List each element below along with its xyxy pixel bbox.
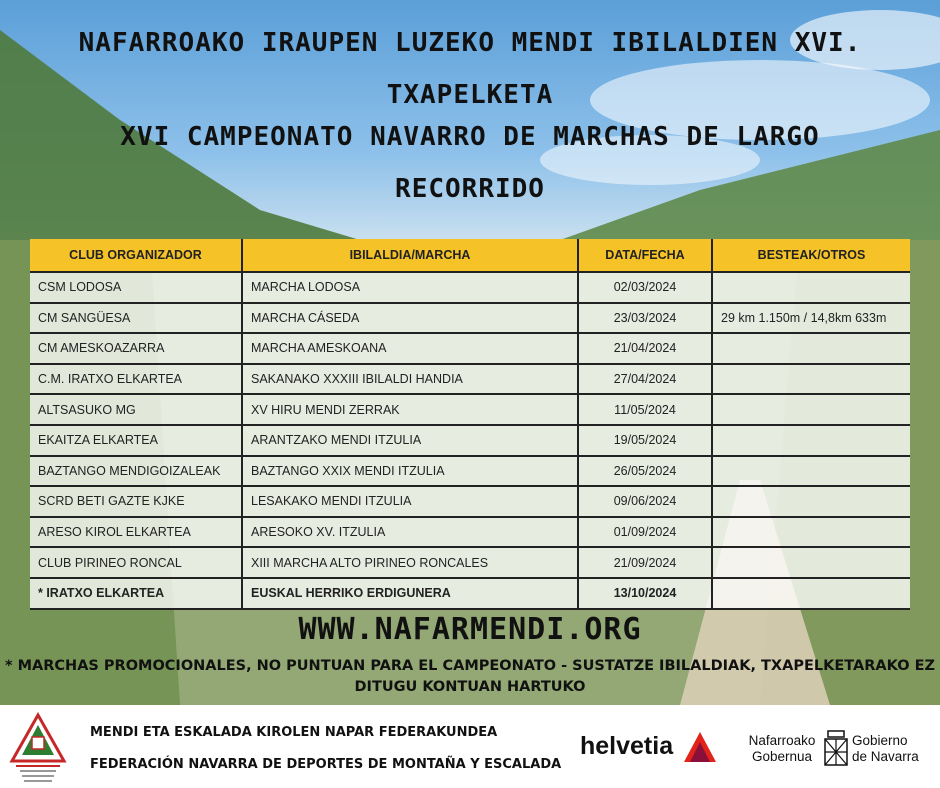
cell-marcha: ARANTZAKO MENDI ITZULIA: [242, 425, 578, 456]
cell-fecha: 21/04/2024: [578, 333, 712, 364]
gov-eu-line-1: Nafarroako: [748, 733, 816, 748]
cell-otros: [712, 547, 910, 578]
table-row: [30, 303, 910, 334]
helvetia-mark-icon: [684, 732, 716, 762]
cell-otros: [712, 272, 910, 303]
helvetia-wordmark: helvetia: [580, 732, 674, 760]
cell-otros: [712, 456, 910, 487]
cell-fecha: 19/05/2024: [578, 425, 712, 456]
cell-otros: 29 km 1.150m / 14,8km 633m: [712, 303, 910, 334]
schedule-table: [30, 239, 910, 610]
cell-club: * IRATXO ELKARTEA: [30, 578, 242, 609]
gov-name-eu: [742, 733, 822, 765]
title-line-1: NAFARROAKO IRAUPEN LUZEKO MENDI IBILALDIEN XVI.: [78, 28, 862, 58]
cell-club: CM SANGÜESA: [30, 303, 242, 334]
cell-marcha: XIII MARCHA ALTO PIRINEO RONCALES: [242, 547, 578, 578]
cell-marcha: MARCHA AMESKOANA: [242, 333, 578, 364]
cell-fecha: 27/04/2024: [578, 364, 712, 395]
header-otros: BESTEAK/OTROS: [712, 239, 910, 272]
website-url[interactable]: WWW.NAFARMENDI.ORG: [298, 612, 642, 647]
cell-fecha: 23/03/2024: [578, 303, 712, 334]
cell-otros: [712, 517, 910, 548]
cell-club: ARESO KIROL ELKARTEA: [30, 517, 242, 548]
cell-otros: [712, 394, 910, 425]
table-header-row: [30, 239, 910, 272]
cell-fecha: 21/09/2024: [578, 547, 712, 578]
navarra-coat-of-arms-icon: [822, 729, 850, 769]
cell-club: CM AMESKOAZARRA: [30, 333, 242, 364]
cell-otros: [712, 578, 910, 609]
promo-note: * MARCHAS PROMOCIONALES, NO PUNTUAN PARA EL CAMPEONATO - SUSTATZE IBILALDIAK, TXAPELKETARAKO EZ DITUGU KONTUAN HARTUKO: [4, 658, 936, 695]
cell-fecha: 26/05/2024: [578, 456, 712, 487]
table-row: [30, 578, 910, 609]
gov-es-line-1: Gobierno: [852, 733, 908, 748]
cell-fecha: 01/09/2024: [578, 517, 712, 548]
cell-otros: [712, 364, 910, 395]
cell-fecha: 13/10/2024: [578, 578, 712, 609]
cell-club: CLUB PIRINEO RONCAL: [30, 547, 242, 578]
cell-marcha: XV HIRU MENDI ZERRAK: [242, 394, 578, 425]
helvetia-logo: [580, 732, 716, 762]
table-row: [30, 547, 910, 578]
title-line-2: TXAPELKETA: [386, 80, 554, 110]
cell-fecha: 09/06/2024: [578, 486, 712, 517]
table-row: [30, 425, 910, 456]
cell-club: SCRD BETI GAZTE KJKE: [30, 486, 242, 517]
cell-club: BAZTANGO MENDIGOIZALEAK: [30, 456, 242, 487]
cell-club: ALTSASUKO MG: [30, 394, 242, 425]
table-row: [30, 364, 910, 395]
cell-club: C.M. IRATXO ELKARTEA: [30, 364, 242, 395]
cell-otros: [712, 425, 910, 456]
title-line-4: RECORRIDO: [395, 174, 545, 204]
table-row: [30, 486, 910, 517]
cell-otros: [712, 333, 910, 364]
cell-marcha: EUSKAL HERRIKO ERDIGUNERA: [242, 578, 578, 609]
gov-es-line-2: de Navarra: [852, 749, 919, 764]
cell-fecha: 11/05/2024: [578, 394, 712, 425]
federation-name-eu: MENDI ETA ESKALADA KIROLEN NAPAR FEDERAKUNDEA: [90, 725, 498, 740]
cell-club: CSM LODOSA: [30, 272, 242, 303]
cell-otros: [712, 486, 910, 517]
table-row: [30, 394, 910, 425]
title-line-3: XVI CAMPEONATO NAVARRO DE MARCHAS DE LARGO: [120, 122, 820, 152]
gov-name-es: [852, 733, 919, 765]
gobierno-navarra-logo: [742, 725, 932, 775]
cell-marcha: LESAKAKO MENDI ITZULIA: [242, 486, 578, 517]
cell-marcha: SAKANAKO XXXIII IBILALDI HANDIA: [242, 364, 578, 395]
table-row: [30, 333, 910, 364]
footer: [0, 705, 940, 788]
header-marcha: IBILALDIA/MARCHA: [242, 239, 578, 272]
federation-logo: [6, 711, 70, 785]
cell-fecha: 02/03/2024: [578, 272, 712, 303]
cell-marcha: ARESOKO XV. ITZULIA: [242, 517, 578, 548]
gov-eu-line-2: Gobernua: [751, 749, 813, 764]
header-club: CLUB ORGANIZADOR: [30, 239, 242, 272]
table-row: [30, 456, 910, 487]
cell-club: EKAITZA ELKARTEA: [30, 425, 242, 456]
table-row: [30, 517, 910, 548]
cell-marcha: MARCHA CÁSEDA: [242, 303, 578, 334]
cell-marcha: MARCHA LODOSA: [242, 272, 578, 303]
federation-name-es: FEDERACIÓN NAVARRA DE DEPORTES DE MONTAÑA Y ESCALADA: [90, 757, 562, 772]
cell-marcha: BAZTANGO XXIX MENDI ITZULIA: [242, 456, 578, 487]
header-fecha: DATA/FECHA: [578, 239, 712, 272]
table-row: [30, 272, 910, 303]
